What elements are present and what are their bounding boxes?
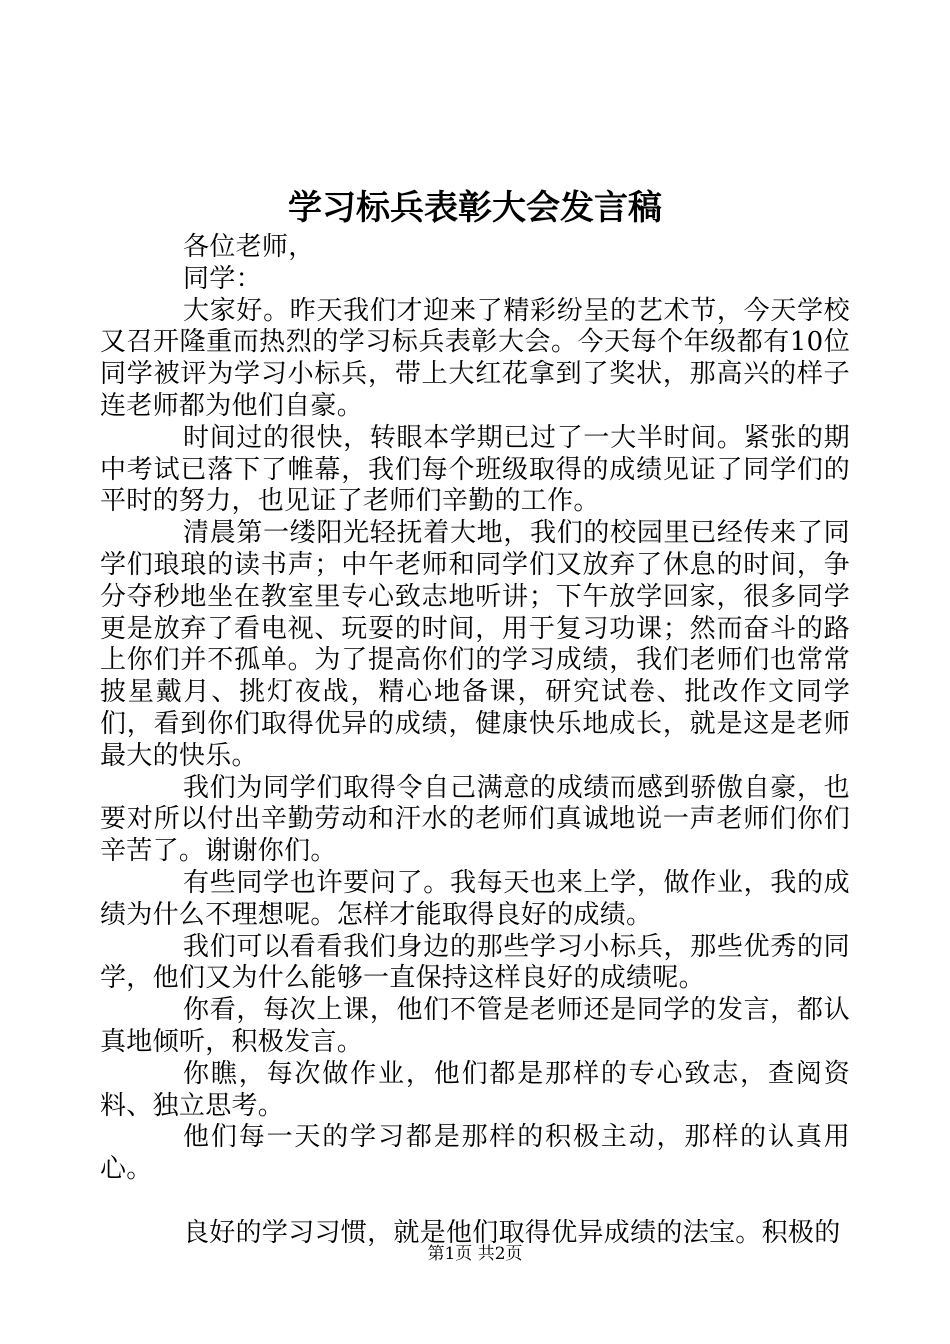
paragraph-question: 有些同学也许要问了。我每天也来上学，做作业，我的成绩为什么不理想呢。怎样才能取得良好的成绩。 [100,867,850,930]
paragraph-morning: 清晨第一缕阳光轻抚着大地，我们的校园里已经传来了同学们琅琅的读书声；中午老师和同学们又放弃了休息的时间，争分夺秒地坐在教室里专心致志地听讲；下午放学回家，很多同学更是放弃了看电视、玩耍的时间，用于复习功课；然而奋斗的路上你们并不孤单。为了提高你们的学习成绩，我们老师们也常常披星戴月、挑灯夜战，精心地备课，研究试卷、批改作文同学们，看到你们取得优异的成绩，健康快乐地成长，就是这是老师最大的快乐。 [100,518,850,771]
salutation-teachers: 各位老师， [183,232,315,262]
salutation-students: 同学： [183,263,262,294]
paragraph-daily: 他们每一天的学习都是那样的积极主动，那样的认真用心。 [100,1122,850,1185]
paragraph-time: 时间过的很快，转眼本学期已过了一大半时间。紧张的期中考试已落下了帷幕，我们每个班级取得的成绩见证了同学们的平时的努力，也见证了老师们辛勤的工作。 [100,422,850,517]
document-body [100,232,850,1250]
page-title: 学习标兵表彰大会发言稿 [288,188,662,228]
paragraph-thanks: 我们为同学们取得令自己满意的成绩而感到骄傲自豪，也要对所以付出辛勤劳动和汗水的老师们真诚地说一声老师们你们辛苦了。谢谢你们。 [100,772,850,867]
paragraph-class: 你看，每次上课，他们不管是老师还是同学的发言，都认真地倾听，积极发言。 [100,995,850,1057]
page-footer: 第1页 共2页 [427,1244,523,1264]
paragraph-opening: 大家好。昨天我们才迎来了精彩纷呈的艺术节，今天学校又召开隆重而热烈的学习标兵表彰大会。今天每个年级都有10位同学被评为学习小标兵，带上大红花拿到了奖状，那高兴的样子连老师都为他们自豪。 [100,295,850,421]
paragraph-homework: 你瞧，每次做作业，他们都是那样的专心致志，查阅资料、独立思考。 [100,1058,850,1121]
paragraph-role-models: 我们可以看看我们身边的那些学习小标兵，那些优秀的同学，他们又为什么能够一直保持这样良好的成绩呢。 [100,931,850,994]
paragraph-habits: 良好的学习习惯，就是他们取得优异成绩的法宝。积极的 [183,1217,841,1248]
